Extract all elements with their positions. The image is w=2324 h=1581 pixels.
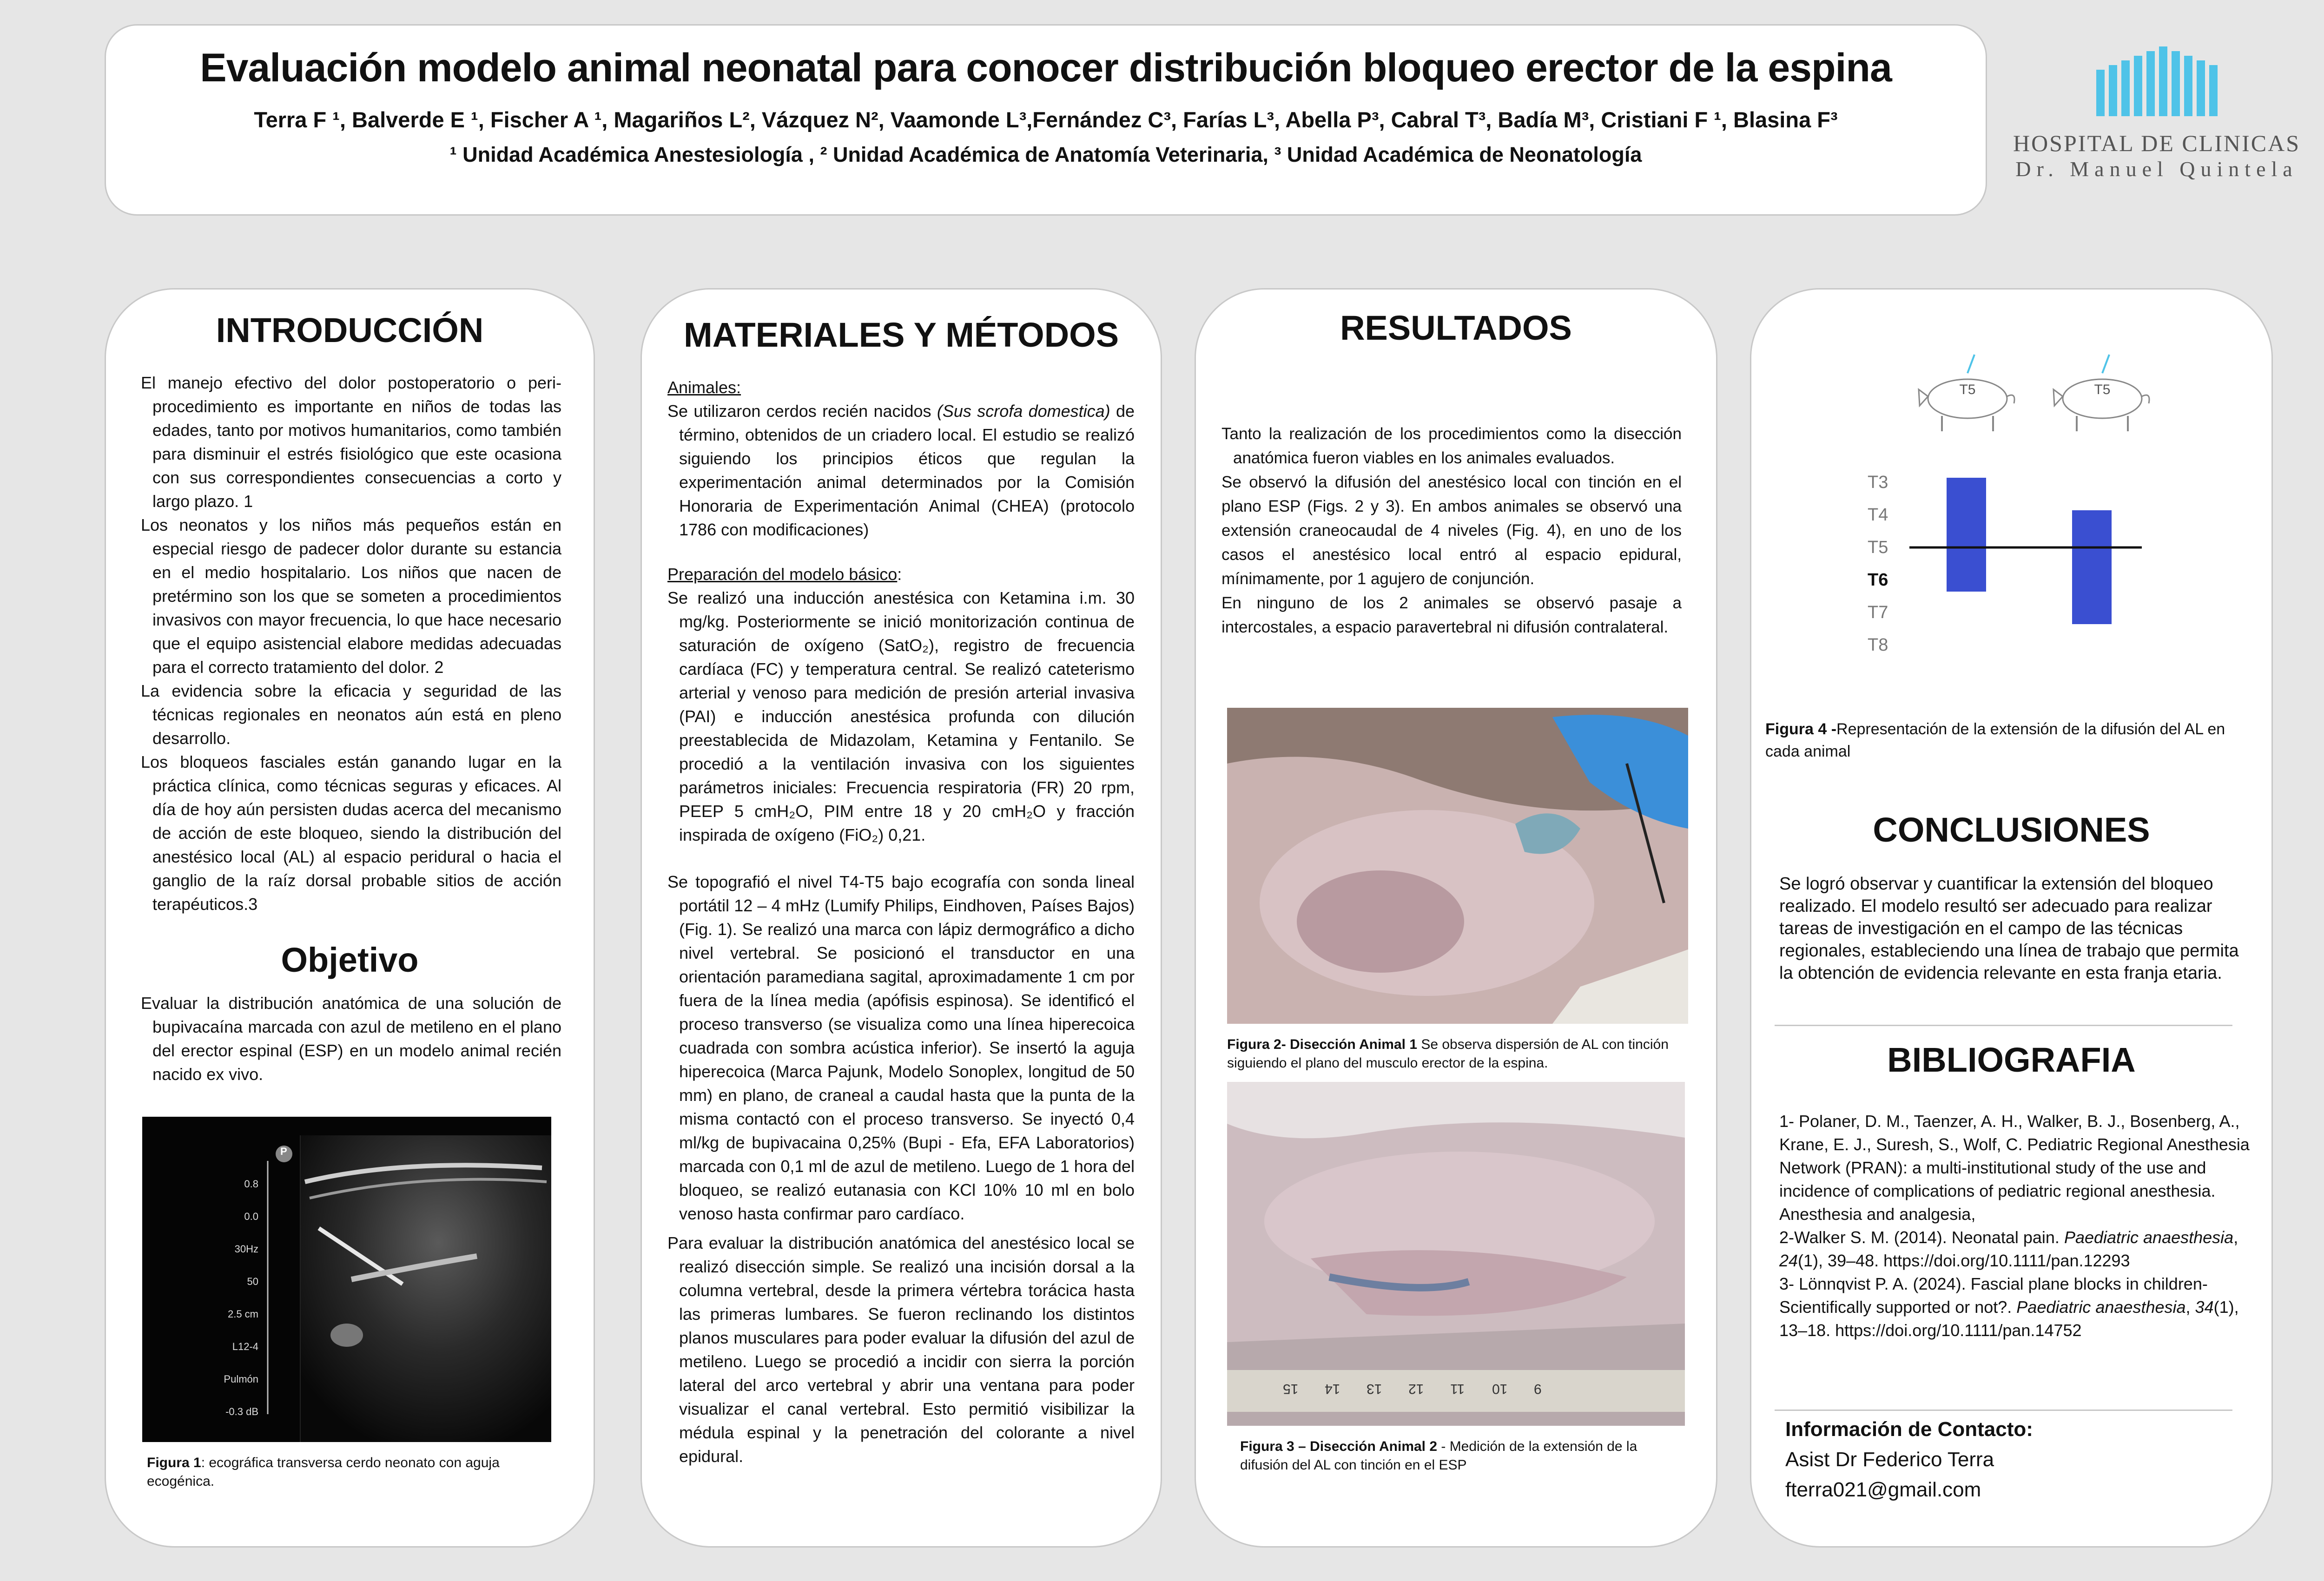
- divider: [1775, 1025, 2232, 1026]
- reference-1: 1- Polaner, D. M., Taenzer, A. H., Walker, B. J., Bosenberg, A., Krane, E. J., Suresh, S., Wolf, C. Pediatric Regional Anesthesia Network (PRAN): a multi-institutional study of the use and incidence of complications of pediatric regional anesthesia. Anesthesia and analgesia,: [1779, 1112, 2250, 1224]
- topography-text: Se topografió el nivel T4-T5 bajo ecografía con sonda lineal portátil 12 – 4 mHz (Lumify Philips, Eindhoven, Países Bajos) (Fig. 1). Se realizó una marca con lápiz dermográfico a dicho nivel vertebral. Se posicionó el transductor en una orientación paramediana sagital, aproximadamente 1 cm por fuera de la línea media (apófisis espinosa). Se identificó el proceso transverso (se visualiza como una línea hiperecoica cuadrada con sombra acústica inferior). Se insertó la aguja hiperecoica (Marca Pajunk, Modelo Sonoplex, longitud de 50 mm) en plano, de craneal a caudal hasta que la punta de la misma contactó con el proceso transverso. Se inyectó 0,4 ml/kg de bupivacaina 0,25% (Bupi - Efa, EFA Laboratorios) marcada con 0,1 ml de azul de metileno. Luego de 1 hora del bloqueo, se realizó eutanasia con KCl 10% 10 ml en bolo venoso hasta confirmar paro cardíaco.: [667, 872, 1135, 1223]
- level-label: T7: [1868, 603, 1888, 622]
- affiliations: ¹ Unidad Académica Anestesiología , ² Unidad Académica de Anatomía Veterinaria, ³ Unidad Académica de Neonatología: [449, 143, 1642, 166]
- introduction-paragraph: El manejo efectivo del dolor postoperatorio o peri-procedimiento es importante en niños de todas las edades, tanto por motivos humanitarios, como también para disminuir el estrés fisiológico que este ocasiona con sus correspondientes consecuencias a corto y largo plazo. 1: [141, 373, 561, 511]
- bibliography-list: [1779, 1110, 2263, 1342]
- ultrasound-marker: P: [280, 1146, 287, 1157]
- introduction-body: [141, 371, 561, 916]
- animals-text: Se utilizaron cerdos recién nacidos (Sus scrofa domestica) de término, obtenidos de un criadero local. El estudio se realizó siguiendo los principios éticos que regulan la experimentación animal determinados por la Comisión Honoraria de Experimentación Animal (CHEA) (protocolo 1786 con modificaciones): [667, 402, 1135, 539]
- results-heading: RESULTADOS: [1340, 309, 1572, 347]
- contact-email[interactable]: fterra021@gmail.com: [1785, 1478, 1981, 1501]
- us-readout: -0.3 dB: [225, 1406, 258, 1417]
- logo-bar: [2146, 51, 2155, 116]
- pig-level-label: T5: [2094, 382, 2111, 397]
- figure4-conclusions-panel: [1750, 288, 2273, 1548]
- logo-bar: [2096, 70, 2105, 116]
- dissection-photo-animal-1: [1227, 708, 1688, 1024]
- logo-bar: [2184, 56, 2192, 116]
- us-readout: 0.0: [244, 1211, 258, 1222]
- results-paragraph: Se observó la difusión del anestésico local con tinción en el plano ESP (Figs. 2 y 3). En ambos animales se observó una extensión craneocaudal de 4 niveles (Fig. 4), en uno de los casos el anestésico local entró al espacio epidural, mínimamente, por 1 agujero de conjunción.: [1221, 473, 1682, 588]
- figure4-caption: Figura 4 -Representación de la extensión de la difusión del AL en cada animal: [1765, 720, 2225, 760]
- figure3-caption: Figura 3 – Disección Animal 2 - Medición de la extensión de la difusión del AL con tinción en el ESP: [1240, 1439, 1637, 1473]
- logo-bar: [2134, 56, 2142, 116]
- hospital-logo: [1989, 42, 2324, 195]
- logo-bar: [2209, 65, 2218, 116]
- title-banner: [105, 24, 1987, 216]
- methods-body: Animales: Se utilizaron cerdos recién nacidos (Sus scrofa domestica) de término, obtenidos de un criadero local. El estudio se realizó siguiendo los principios éticos que regulan la experimentación animal determinados por la Comisión Honoraria de Experimentación Animal (CHEA) (protocolo 1786 con modificaciones) Preparación del modelo básico: Se realizó una inducción anestésica con Ketamina i.m. 30 mg/kg. Posteriormente se inició monitorización continua de saturación de oxígeno (SatO₂), registro de frecuencia cardíaca (FC) y temperatura central. Se realizó cateterismo arterial y venoso para medición de presión arterial invasiva (PAI) e inducción anestésica profunda con dilución preestablecida de Midazolam, Ketamina y Fentanilo. Se procedió a la ventilación invasiva con los siguientes parámetros iniciales: Frecuencia respiratoria (FR) 20 rpm, PEEP 5 cmH₂O, PIM entre 18 y 20 cmH₂O y fracción inspirada de oxígeno (FiO₂) 0,21. Se topografió el nivel T4-T5 bajo ecografía con sonda lineal portátil 12 – 4 mHz (Lumify Philips, Eindhoven, Países Bajos) (Fig. 1). Se realizó una marca con lápiz dermográfico a dicho nivel vertebral. Se posicionó el transductor en una orientación paramediana sagital, aproximadamente 1 cm por fuera de la línea media (apófisis espinosa). Se identificó el proceso transverso (se visualiza como una línea hiperecoica cuadrada con sombra acústica inferior). Se insertó la aguja hiperecoica (Marca Pajunk, Modelo Sonoplex, longitud de 50 mm) en plano, de craneal a caudal hasta que la punta de la misma contactó con el proceso transverso. Se inyectó 0,4 ml/kg de bupivacaina 0,25% (Bupi - Efa, EFA Laboratorios) marcada con 0,1 ml de azul de metileno. Luego de 1 hora del bloqueo, se realizó eutanasia con KCl 10% 10 ml en bolo venoso hasta confirmar paro cardíaco. Para evaluar la distribución anatómica del anestésico local se realizó disección simple. Se realizó una incisión dorsal a la columna vertebral, desde la primera vértebra torácica hasta las primeras lumbares. Se fueron reclinando los distintos planos musculares para poder evaluar la difusión del azul de metileno. Luego se procedió a incidir con sierra la porción lateral del arco vertebral y abrir una ventana para poder visualizar el canal vertebral. Esto permitió visibilizar la médula espinal y la penetración del colorante a nivel epidural.: [667, 375, 1135, 1468]
- figure2-caption: Figura 2- Disección Animal 1 Se observa dispersión de AL con tinción siguiendo el plano del musculo erector de la espina.: [1227, 1037, 1669, 1071]
- logo-text-hospital: HOSPITAL DE CLINICAS: [2013, 130, 2301, 156]
- extension-bar: [2072, 510, 2112, 624]
- level-label: T6: [1868, 570, 1888, 590]
- contact-block: [1785, 1414, 2033, 1505]
- ruler-number: 12: [1408, 1381, 1424, 1397]
- preparation-text: Se realizó una inducción anestésica con Ketamina i.m. 30 mg/kg. Posteriormente se inició monitorización continua de saturación de oxígeno (SatO₂), registro de frecuencia cardíaca (FC) y temperatura central. Se realizó cateterismo arterial y venoso para medición de presión arterial invasiva (PAI) e inducción anestésica profunda con dilución preestablecida de Midazolam, Ketamina y Fentanilo. Se procedió a la ventilación invasiva con los siguientes parámetros iniciales: Frecuencia respiratoria (FR) 20 rpm, PEEP 5 cmH₂O, PIM entre 18 y 20 cmH₂O y fracción inspirada de oxígeno (FiO₂) 0,21.: [667, 588, 1135, 844]
- level-label: T3: [1868, 473, 1888, 492]
- extension-bar: [1947, 478, 1986, 592]
- introduction-paragraph: Los neonatos y los niños más pequeños están en especial riesgo de padecer dolor durante su estancia en el medio hospitalario. Los niños que nacen de pretérmino son los que se someten a procedimientos invasivos con mayor frecuencia, lo que hace necesario que el equipo asistencial elabore medidas adecuadas para el correcto tratamiento del dolor. 2: [141, 515, 561, 677]
- ultrasound-image: [142, 1117, 551, 1442]
- introduction-paragraph: La evidencia sobre la eficacia y seguridad de las técnicas regionales en neonatos aún está en pleno desarrollo.: [141, 681, 561, 748]
- us-readout: 0.8: [244, 1178, 258, 1190]
- bibliography-heading: BIBLIOGRAFIA: [1887, 1041, 2136, 1079]
- level-label: T5: [1868, 538, 1888, 557]
- pig-icon: [1919, 355, 2014, 431]
- objective-heading: Objetivo: [281, 941, 419, 979]
- objective-text: Evaluar la distribución anatómica de una solución de bupivacaína marcada con azul de metileno en el plano del erector espinal (ESP) en un modelo animal recién nacido ex vivo.: [141, 994, 561, 1084]
- divider: [1775, 1410, 2232, 1411]
- ultrasound-readouts: [189, 1168, 258, 1428]
- dissection-photo-animal-2: [1227, 1082, 1685, 1426]
- ruler-number: 10: [1492, 1381, 1508, 1397]
- dissection-text: Para evaluar la distribución anatómica del anestésico local se realizó disección simple. Se realizó una incisión dorsal a la columna vertebral, desde la primera vértebra torácica hasta las primeras lumbares. Se fueron reclinando los distintos planos musculares para poder evaluar la difusión del azul de metileno. Luego se procedió a incidir con sierra la porción lateral del arco vertebral y abrir una ventana para poder visualizar el canal vertebral. Esto permitió visibilizar la médula espinal y la penetración del colorante a nivel epidural.: [667, 1233, 1135, 1466]
- logo-bar: [2159, 46, 2167, 116]
- introduction-heading: INTRODUCCIÓN: [216, 311, 484, 349]
- methods-panel: [640, 288, 1162, 1548]
- logo-bar: [2109, 65, 2117, 116]
- ruler-number: 9: [1534, 1381, 1542, 1397]
- conclusions-heading: CONCLUSIONES: [1873, 810, 2150, 849]
- contact-label: Información de Contacto:: [1785, 1418, 2033, 1441]
- ruler-number: 11: [1450, 1381, 1465, 1397]
- us-readout: L12-4: [232, 1341, 258, 1352]
- logo-bar: [2121, 60, 2130, 116]
- ruler-number: 14: [1325, 1381, 1340, 1397]
- methods-heading: MATERIALES Y MÉTODOS: [683, 316, 1119, 354]
- introduction-paragraph: Los bloqueos fasciales están ganando lugar en la práctica clínica, como técnicas seguras y eficaces. Al día de hoy aún persisten dudas acerca del mecanismo de acción de este bloqueo, siendo la distribución del anestésico local (AL) al espacio peridural o hacia el ganglio de la raíz dorsal probable sitios de acción terapéuticos.3: [141, 752, 561, 914]
- results-body: [1221, 422, 1682, 639]
- logo-bar: [2197, 60, 2205, 116]
- results-panel: [1195, 288, 1717, 1548]
- level-label: T4: [1868, 505, 1888, 525]
- figure1-caption: Figura 1: ecográfica transversa cerdo neonato con aguja ecogénica.: [147, 1455, 500, 1489]
- results-paragraph: En ninguno de los 2 animales se observó pasaje a intercostales, a espacio paravertebral ni difusión contralateral.: [1221, 594, 1682, 636]
- objective-body: [141, 991, 561, 1086]
- ruler-number: 15: [1283, 1381, 1299, 1397]
- figure4-chart: [1751, 290, 2274, 708]
- us-readout: 50: [247, 1276, 258, 1287]
- reference-2: 2-Walker S. M. (2014). Neonatal pain. Paediatric anaesthesia, 24(1), 39–48. https://doi.org/10.1111/pan.12293: [1779, 1228, 2238, 1270]
- introduction-panel: [105, 288, 595, 1548]
- contact-name: Asist Dr Federico Terra: [1785, 1448, 1994, 1471]
- us-readout: 30Hz: [234, 1243, 258, 1255]
- ruler-number: 13: [1367, 1381, 1382, 1397]
- pig-level-label: T5: [1959, 382, 1976, 397]
- poster-title: Evaluación modelo animal neonatal para conocer distribución bloqueo erector de la espina: [200, 46, 1892, 90]
- logo-bar: [2172, 51, 2180, 116]
- results-paragraph: Tanto la realización de los procedimientos como la disección anatómica fueron viables en los animales evaluados.: [1221, 425, 1682, 467]
- logo-text-name: Dr. Manuel Quintela: [2015, 157, 2298, 181]
- ruler: [1227, 1372, 1685, 1410]
- animals-subheading: Animales:: [667, 378, 741, 397]
- pig-icon: [2053, 355, 2149, 431]
- preparation-subheading: Preparación del modelo básico: [667, 565, 898, 584]
- us-readout: Pulmón: [224, 1373, 258, 1385]
- us-readout: 2.5 cm: [227, 1308, 258, 1320]
- level-label: T8: [1868, 635, 1888, 655]
- reference-3: 3- Lönnqvist P. A. (2024). Fascial plane blocks in children-Scientifically supported or not?. Paediatric anaesthesia, 34(1), 13–18. https://doi.org/10.1111/pan.14752: [1779, 1274, 2239, 1340]
- author-list: Terra F ¹, Balverde E ¹, Fischer A ¹, Magariños L², Vázquez N², Vaamonde L³,Fernández C³, Farías L³, Abella P³, Cabral T³, Badía M³, Cristiani F ¹, Blasina F³: [254, 107, 1838, 132]
- logo-bars-icon: [2059, 42, 2254, 121]
- conclusions-text: Se logró observar y cuantificar la extensión del bloqueo realizado. El modelo resultó ser adecuado para realizar tareas de investigación en el campo de las técnicas regionales, estableciendo una línea de trabajo que permita la obtención de evidencia relevante en esta franja etaria.: [1779, 874, 2239, 983]
